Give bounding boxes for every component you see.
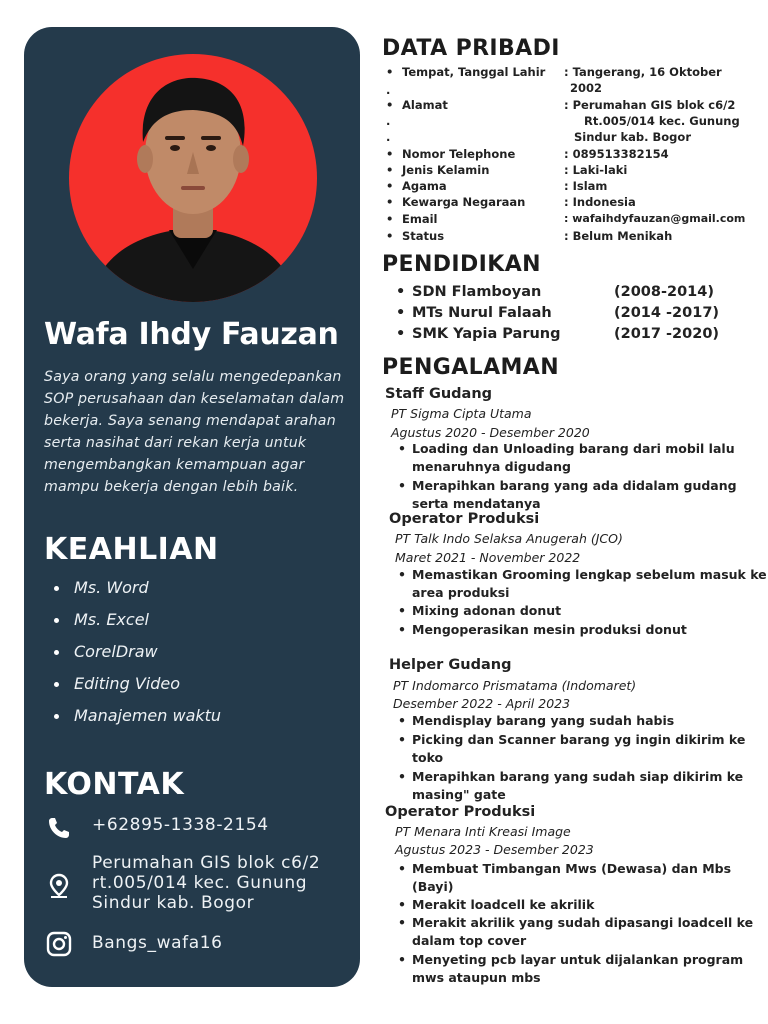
personal-row: • Nomor Telephone : 089513382154	[386, 147, 669, 161]
skill-item: Manajemen waktu	[52, 705, 221, 737]
personal-row: • Alamat : Perumahan GIS blok c6/2	[386, 98, 736, 112]
person-portrait	[69, 54, 317, 302]
skills-list	[52, 577, 221, 737]
personal-row: . Rt.005/014 kec. Gunung	[386, 114, 740, 128]
job-company: PT Menara Inti Kreasi Image	[395, 824, 571, 839]
personal-heading: DATA PRIBADI	[382, 36, 560, 61]
personal-row: • Jenis Kelamin : Laki-laki	[386, 163, 628, 177]
skill-item: CorelDraw	[52, 641, 221, 673]
address-line: Perumahan GIS blok c6/2	[92, 853, 321, 873]
phone-icon	[44, 813, 74, 843]
location-pin-icon	[44, 871, 74, 901]
job-task: • Merapihkan barang yang ada didalam gudang serta mendatanya	[398, 478, 737, 511]
job-title: Staff Gudang	[385, 386, 493, 402]
job-company: PT Sigma Cipta Utama	[391, 406, 532, 421]
experience-heading: PENGALAMAN	[382, 355, 560, 380]
job-company: PT Talk Indo Selaksa Anugerah (JCO)	[395, 531, 623, 546]
instagram-handle: Bangs_wafa16	[92, 933, 223, 953]
job-task: • Memastikan Grooming lengkap sebelum masuk ke area produksi	[398, 567, 767, 600]
skill-item: Ms. Excel	[52, 609, 221, 641]
education-item: • MTs Nurul Falaah (2014 -2017)	[396, 305, 720, 321]
personal-row: . Sindur kab. Bogor	[386, 130, 691, 144]
phone-number: +62895-1338-2154	[92, 815, 269, 835]
contact-heading: KONTAK	[44, 767, 185, 802]
personal-row: • Email : wafaihdyfauzan@gmail.com	[386, 212, 746, 226]
about-text: Saya orang yang selalu mengedepankan SOP perusahaan dan keselamatan dalam bekerja. Saya senang mendapat arahan serta nasihat dari rekan kerja untuk mengembangkan kemampuan agar mampu bekerja dengan lebih baik.	[44, 369, 345, 495]
job-title: Operator Produksi	[385, 804, 536, 820]
skill-item: Editing Video	[52, 673, 221, 705]
job-title: Helper Gudang	[389, 657, 512, 673]
address-line: rt.005/014 kec. Gunung	[92, 873, 308, 893]
left-panel	[24, 27, 360, 987]
contact-address	[44, 853, 320, 913]
job-task: • Picking dan Scanner barang yg ingin dikirim ke toko	[398, 732, 746, 765]
job-period: Agustus 2020 - Desember 2020	[391, 425, 590, 440]
education-heading: PENDIDIKAN	[382, 252, 541, 277]
job-task: • Menyeting pcb layar untuk dijalankan program mws ataupun mbs	[398, 952, 744, 985]
contact-phone[interactable]	[44, 813, 269, 843]
profile-photo	[69, 54, 317, 302]
job-period: Desember 2022 - April 2023	[393, 696, 571, 711]
job-task: • Merakit loadcell ke akrilik	[398, 897, 595, 912]
job-period: Agustus 2023 - Desember 2023	[395, 842, 594, 857]
education-item: • SDN Flamboyan (2008-2014)	[396, 284, 714, 300]
job-task: • Merakit akrilik yang sudah dipasangi loadcell ke dalam top cover	[398, 915, 754, 948]
job-title: Operator Produksi	[389, 511, 540, 527]
personal-row: • Tempat, Tanggal Lahir : Tangerang, 16 Oktober	[386, 65, 722, 79]
address-line: Sindur kab. Bogor	[92, 893, 255, 913]
personal-row: • Status : Belum Menikah	[386, 229, 673, 243]
job-task: • Loading dan Unloading barang dari mobil lalu menaruhnya digudang	[398, 441, 735, 474]
person-name: Wafa Ihdy Fauzan	[44, 317, 339, 352]
job-task: • Merapihkan barang yang sudah siap dikirim ke masing" gate	[398, 769, 744, 802]
personal-row: • Kewarga Negaraan : Indonesia	[386, 195, 636, 209]
education-item: • SMK Yapia Parung (2017 -2020)	[396, 326, 720, 342]
job-company: PT Indomarco Prismatama (Indomaret)	[393, 678, 637, 693]
instagram-icon	[44, 929, 74, 959]
job-task: • Membuat Timbangan Mws (Dewasa) dan Mbs (Bayi)	[398, 861, 732, 894]
personal-row: .	[386, 83, 391, 97]
contact-instagram[interactable]	[44, 929, 223, 959]
personal-row: 2002	[570, 81, 603, 95]
job-task: • Mengoperasikan mesin produksi donut	[398, 622, 687, 637]
job-period: Maret 2021 - November 2022	[395, 550, 581, 565]
skills-heading: KEAHLIAN	[44, 532, 219, 567]
skill-item: Ms. Word	[52, 577, 221, 609]
job-task: • Mixing adonan donut	[398, 603, 562, 618]
address-lines	[92, 853, 320, 913]
personal-row: • Agama : Islam	[386, 179, 608, 193]
job-task: • Mendisplay barang yang sudah habis	[398, 713, 675, 728]
